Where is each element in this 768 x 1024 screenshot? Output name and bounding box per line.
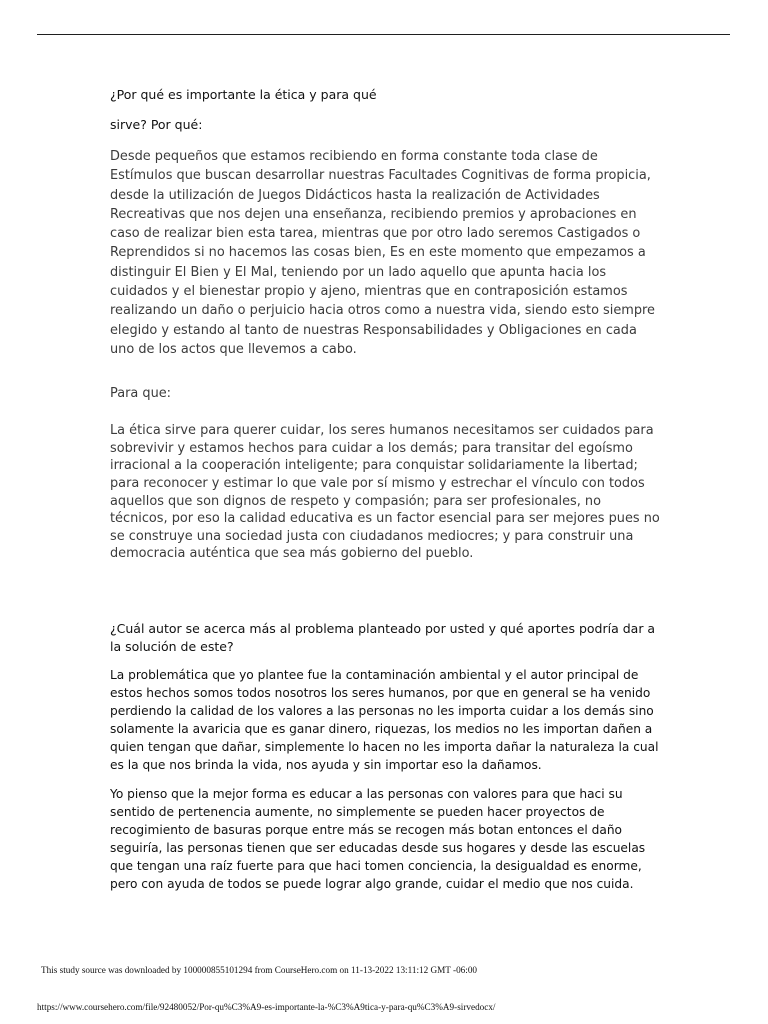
answer-3-paragraph: La problemática que yo plantee fue la contaminación ambiental y el autor principal de estos hechos somos todos nosotros los seres humanos, por que en general se ha venido perdiendo la calidad de los valores a las personas no les importa cuidar a los demás sino solamente la avaricia que es ganar dinero, riquezas, los medios no les importan dañen a quien tengan que dañar, simplemente lo hacen no les importa dañar la naturaleza la cual es la que nos brinda la vida, nos ayuda y sin importar eso la dañamos. — [110, 668, 659, 773]
top-divider — [37, 34, 730, 35]
document-section-1 — [110, 86, 662, 563]
answer-4-paragraph: Yo pienso que la mejor forma es educar a las personas con valores para que haci su sentido de pertenencia aumente, no simplemente se pueden hacer proyectos de recogimiento de basuras porque entre más se recogen más botan entonces el daño seguiría, las personas tienen que ser educadas desde sus hogares y desde las escuelas que tengan una raíz fuerte para que haci tomen conciencia, la desigualdad es enorme, pero con ayuda de todos se puede lograr algo grande, cuidar el medio que nos cuida. — [110, 786, 646, 892]
source-url[interactable]: https://www.coursehero.com/file/92480052/Por-qu%C3%A9-es-importante-la-%C3%A9tica-y-para-qu%C3%A9-sirvedocx/ — [37, 1002, 496, 1012]
question-1-line-1: ¿Por qué es importante la ética y para qué — [110, 87, 377, 102]
download-source-note: This study source was downloaded by 100000855101294 from CourseHero.com on 11-13-2022 13:11:12 GMT -06:00 — [41, 965, 478, 975]
document-section-2 — [110, 620, 662, 893]
answer-1-paragraph: Desde pequeños que estamos recibiendo en forma constante toda clase de Estímulos que buscan desarrollar nuestras Facultades Cognitivas de forma propicia, desde la utilización de Juegos Didácticos hasta la realización de Actividades Recreativas que nos dejen una enseñanza, recibiendo premios y aprobaciones en caso de realizar bien esta tarea, mientras que por otro lado seremos Castigados o Reprendidos si no hacemos las cosas bien, Es en este momento que empezamos a distinguir El Bien y El Mal, teniendo por un lado aquello que apunta hacia los cuidados y el bienestar propio y ajeno, mientras que en contraposición estamos realizando un daño o perjuicio hacia otros como a nuestra vida, siendo esto siempre elegido y estando al tanto de nuestras Responsabilidades y Obligaciones en cada uno de los actos que llevemos a cabo. — [110, 149, 655, 357]
para-que-subheading: Para que: — [110, 386, 172, 402]
answer-2-paragraph: La ética sirve para querer cuidar, los seres humanos necesitamos ser cuidados para sobrevivir y estamos hechos para cuidar a los demás; para transitar del egoísmo irracional a la cooperación inteligente; para conquistar solidariamente la libertad; para reconocer y estimar lo que vale por sí mismo y estrechar el vínculo con todos aquellos que son dignos de respeto y compasión; para ser profesionales, no técnicos, por eso la calidad educativa es un factor esencial para ser mejores pues no se construye una sociedad justa con ciudadanos mediocres; y para construir una democracia auténtica que sea más gobierno del pueblo. — [110, 423, 660, 562]
question-1-line-2: sirve? Por qué: — [110, 117, 203, 132]
question-2-heading: ¿Cuál autor se acerca más al problema planteado por usted y qué aportes podría dar a la solución de este? — [110, 621, 656, 654]
